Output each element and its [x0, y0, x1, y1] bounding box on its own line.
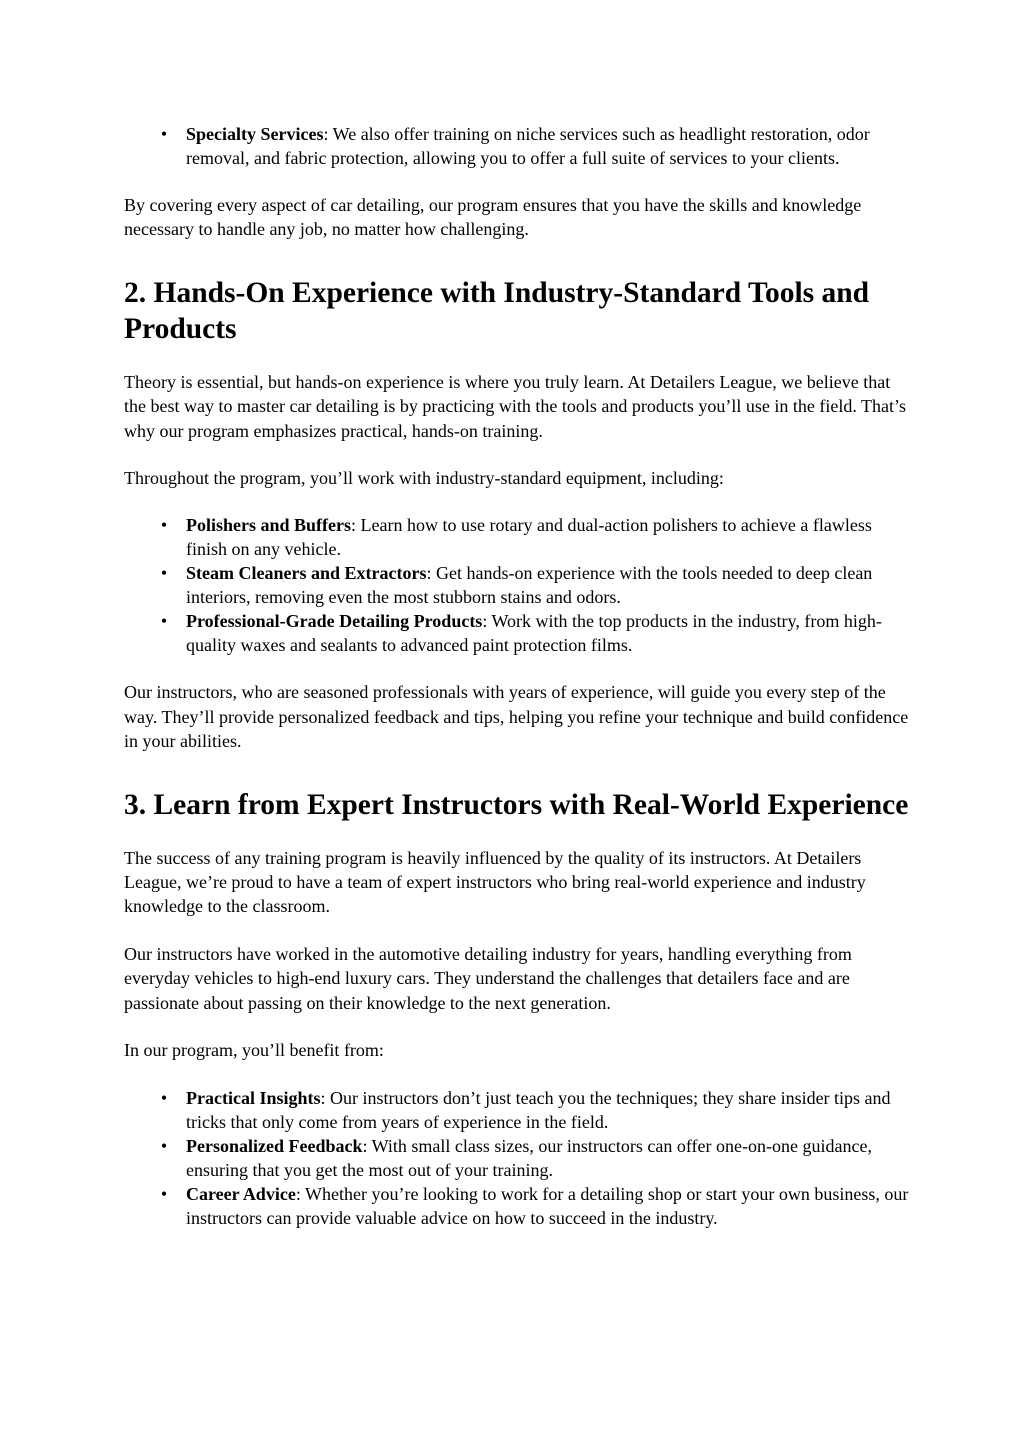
bullet-list-specialty — [124, 122, 909, 170]
paragraph-benefit: In our program, you’ll benefit from: — [124, 1040, 384, 1061]
bullet-list-equipment — [124, 513, 909, 657]
bullet-list-benefits — [124, 1086, 909, 1230]
bullet-icon: • — [160, 515, 168, 536]
list-item — [124, 561, 909, 609]
list-item-text: : Get hands-on experience with the tools needed to deep clean interiors, removing even the most stubborn stains and odors. — [186, 563, 873, 608]
paragraph-covering: By covering every aspect of car detailing, our program ensures that you have the skills and knowledge necessary to handle any job, no matter how challenging. — [124, 195, 862, 240]
list-item — [124, 1134, 909, 1182]
section-heading-2: 2. Hands-On Experience with Industry-Standard Tools and Products — [124, 276, 870, 345]
paragraph-instructors-worked: Our instructors have worked in the automotive detailing industry for years, handling everything from everyday vehicles to high-end luxury cars. They understand the challenges that detailers face and are passionate about passing on their knowledge to the next generation. — [124, 943, 852, 1013]
list-item — [124, 122, 909, 170]
bullet-icon: • — [160, 124, 168, 144]
list-item-title: Personalized Feedback — [186, 1135, 363, 1156]
section-heading-3: 3. Learn from Expert Instructors with Real-World Experience — [124, 788, 909, 821]
bullet-icon: • — [160, 1183, 168, 1204]
bullet-icon: • — [160, 563, 168, 584]
paragraph-instructors-guide: Our instructors, who are seasoned professionals with years of experience, will guide you every step of the way. They’ll provide personalized feedback and tips, helping you refine your technique and build confidence in your abilities. — [124, 682, 909, 752]
bullet-icon: • — [160, 1135, 168, 1156]
bullet-icon: • — [160, 1087, 168, 1108]
list-item — [124, 609, 909, 657]
list-item-text: : Our instructors don’t just teach you the techniques; they share insider tips and tricks that only come from years of experience in the field. — [186, 1087, 891, 1132]
paragraph-theory: Theory is essential, but hands-on experience is where you truly learn. At Detailers League, we believe that the best way to master car detailing is by practicing with the tools and products you’ll use in the field. That’s why our program emphasizes practical, hands-on training. — [124, 371, 906, 441]
paragraph-throughout: Throughout the program, you’ll work with industry-standard equipment, including: — [124, 468, 724, 489]
list-item-title: Polishers and Buffers — [186, 515, 352, 536]
list-item — [124, 513, 909, 561]
list-item-text: : Whether you’re looking to work for a detailing shop or start your own business, our instructors can provide valuable advice on how to succeed in the industry. — [186, 1183, 909, 1228]
list-item-text: : Work with the top products in the industry, from high-quality waxes and sealants to advanced paint protection films. — [186, 611, 882, 656]
list-item-title: Career Advice — [186, 1183, 296, 1204]
list-item — [124, 1086, 909, 1134]
list-item-title: Practical Insights — [186, 1087, 321, 1108]
list-item-text: : With small class sizes, our instructors can offer one-on-one guidance, ensuring that you get the most out of your training. — [186, 1135, 872, 1180]
document-page — [124, 122, 909, 1230]
paragraph-success: The success of any training program is heavily influenced by the quality of its instructors. At Detailers League, we’re proud to have a team of expert instructors who bring real-world experience and industry knowledge to the classroom. — [124, 847, 866, 917]
list-item-title: Professional-Grade Detailing Products — [186, 611, 483, 632]
list-item — [124, 1182, 909, 1230]
list-item-title: Steam Cleaners and Extractors — [186, 563, 427, 584]
bullet-icon: • — [160, 611, 168, 632]
list-item-text: : We also offer training on niche services such as headlight restoration, odor removal, and fabric protection, allowing you to offer a full suite of services to your clients. — [186, 124, 870, 168]
list-item-text: : Learn how to use rotary and dual-action polishers to achieve a flawless finish on any vehicle. — [186, 515, 872, 560]
list-item-title: Specialty Services — [186, 124, 324, 144]
